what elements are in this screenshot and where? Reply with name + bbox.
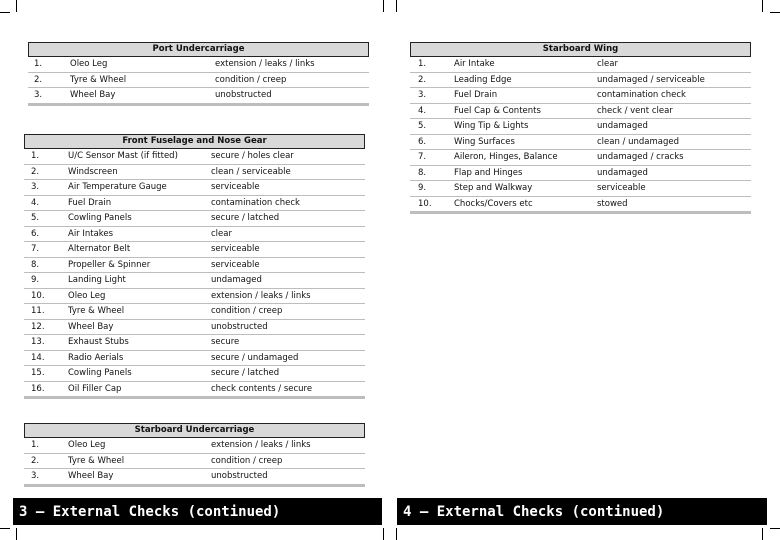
item-number: 9. (418, 183, 427, 193)
item-action: undamaged (597, 167, 648, 178)
checklist-row (24, 180, 365, 196)
item-number: 3. (34, 90, 43, 100)
item-name: U/C Sensor Mast (if fitted) (68, 151, 178, 161)
item-action: undamaged (211, 275, 262, 285)
item-action: clean / serviceable (211, 166, 291, 177)
item-number: 10. (418, 198, 432, 209)
item-number: 9. (31, 275, 40, 285)
crop-mark (396, 528, 397, 540)
item-name: Oleo Leg (70, 59, 108, 69)
item-number: 8. (418, 167, 427, 178)
item-action: extension / leaks / links (211, 290, 311, 301)
item-action: unobstructed (211, 471, 268, 481)
item-number: 2. (31, 166, 40, 177)
item-name: Fuel Drain (454, 90, 498, 100)
checklist-row (24, 438, 365, 454)
item-name: Tyre & Wheel (70, 74, 127, 85)
item-name: Chocks/Covers etc (454, 198, 533, 209)
item-number: 5. (31, 213, 40, 223)
page-footer-title: 4 – External Checks (continued) (397, 498, 767, 525)
item-number: 7. (418, 152, 427, 162)
port-undercarriage-checklist (28, 42, 369, 106)
checklist-row (28, 88, 369, 106)
checklist-row (24, 227, 365, 243)
crop-mark (0, 528, 10, 529)
starboard-undercarriage-checklist (24, 423, 365, 487)
checklist-row (410, 181, 751, 197)
page-footer-title: 3 – External Checks (continued) (13, 498, 382, 525)
item-name: Wing Surfaces (454, 136, 515, 147)
item-action: unobstructed (211, 321, 268, 332)
item-name: Fuel Drain (68, 197, 112, 208)
item-number: 6. (31, 228, 40, 239)
section-title: Port Undercarriage (28, 42, 369, 57)
item-number: 1. (31, 440, 40, 450)
checklist-row (24, 469, 365, 487)
crop-mark (383, 0, 384, 12)
checklist-row (28, 73, 369, 89)
starboard-wing-checklist (410, 42, 751, 214)
item-action: undamaged / cracks (597, 152, 684, 162)
item-action: contamination check (211, 197, 300, 208)
item-action: clean / undamaged (597, 136, 680, 147)
item-action: secure / undamaged (211, 352, 299, 363)
item-action: contamination check (597, 90, 686, 100)
item-name: Aileron, Hinges, Balance (454, 152, 558, 162)
item-name: Cowling Panels (68, 213, 132, 223)
checklist-row (24, 196, 365, 212)
item-name: Propeller & Spinner (68, 259, 151, 270)
item-name: Oleo Leg (68, 440, 106, 450)
item-number: 5. (418, 121, 427, 131)
item-name: Tyre & Wheel (68, 455, 125, 466)
item-number: 3. (31, 182, 40, 192)
crop-mark (383, 528, 384, 540)
item-action: secure (211, 337, 240, 347)
item-name: Step and Walkway (454, 183, 533, 193)
item-name: Air Intakes (68, 228, 114, 239)
checklist-row (28, 57, 369, 73)
crop-mark (770, 12, 780, 13)
checklist-row (410, 57, 751, 73)
checklist-row (410, 150, 751, 166)
item-action: undamaged (597, 121, 648, 131)
item-name: Wheel Bay (70, 90, 116, 100)
checklist-row (24, 320, 365, 336)
item-action: clear (597, 59, 618, 69)
checklist-row (410, 73, 751, 89)
item-name: Fuel Cap & Contents (454, 105, 541, 116)
checklist-row (410, 104, 751, 120)
item-name: Landing Light (68, 275, 126, 285)
item-number: 1. (34, 59, 43, 69)
item-number: 3. (31, 471, 40, 481)
item-number: 4. (31, 197, 40, 208)
item-number: 2. (34, 74, 43, 85)
crop-mark (16, 0, 17, 12)
item-name: Alternator Belt (68, 244, 131, 254)
item-number: 13. (31, 337, 45, 347)
item-action: stowed (597, 198, 628, 209)
checklist-row (24, 289, 365, 305)
item-number: 3. (418, 90, 427, 100)
item-action: check / vent clear (597, 105, 673, 116)
crop-mark (396, 0, 397, 12)
item-action: serviceable (597, 183, 646, 193)
item-name: Wheel Bay (68, 321, 114, 332)
checklist-row (24, 382, 365, 400)
checklist-row (410, 135, 751, 151)
crop-mark (16, 528, 17, 540)
checklist-row (24, 165, 365, 181)
front-fuselage-checklist (24, 134, 365, 399)
item-number: 2. (418, 74, 427, 85)
item-name: Leading Edge (454, 74, 512, 85)
crop-mark (762, 0, 763, 12)
checklist-row (410, 197, 751, 215)
item-action: extension / leaks / links (211, 440, 311, 450)
checklist-row (410, 88, 751, 104)
item-action: condition / creep (211, 455, 283, 466)
item-action: secure / latched (211, 213, 280, 223)
checklist-row (24, 149, 365, 165)
checklist-row (24, 258, 365, 274)
item-action: clear (211, 228, 232, 239)
item-name: Air Intake (454, 59, 495, 69)
section-title: Starboard Undercarriage (24, 423, 365, 438)
checklist-row (24, 211, 365, 227)
item-name: Wing Tip & Lights (454, 121, 529, 131)
checklist-row (410, 166, 751, 182)
item-name: Flap and Hinges (454, 167, 523, 178)
item-action: condition / creep (215, 74, 287, 85)
item-action: unobstructed (215, 90, 272, 100)
checklist-row (24, 242, 365, 258)
item-number: 12. (31, 321, 45, 332)
item-number: 8. (31, 259, 40, 270)
item-action: serviceable (211, 259, 260, 270)
item-name: Exhaust Stubs (68, 337, 129, 347)
checklist-row (24, 304, 365, 320)
item-action: secure / latched (211, 368, 280, 378)
item-number: 4. (418, 105, 427, 116)
crop-mark (0, 12, 10, 13)
item-name: Tyre & Wheel (68, 306, 125, 316)
item-action: check contents / secure (211, 383, 313, 394)
item-name: Radio Aerials (68, 352, 124, 363)
item-number: 11. (31, 306, 45, 316)
item-action: serviceable (211, 182, 260, 192)
crop-mark (762, 528, 763, 540)
checklist-row (24, 335, 365, 351)
item-action: condition / creep (211, 306, 283, 316)
item-number: 10. (31, 290, 45, 301)
item-action: serviceable (211, 244, 260, 254)
item-number: 1. (418, 59, 427, 69)
item-name: Cowling Panels (68, 368, 132, 378)
crop-mark (770, 528, 780, 529)
item-number: 15. (31, 368, 45, 378)
checklist-row (24, 366, 365, 382)
item-number: 6. (418, 136, 427, 147)
item-name: Oleo Leg (68, 290, 106, 301)
item-number: 1. (31, 151, 40, 161)
section-title: Front Fuselage and Nose Gear (24, 134, 365, 149)
checklist-row (24, 273, 365, 289)
item-number: 7. (31, 244, 40, 254)
item-name: Oil Filler Cap (68, 383, 122, 394)
item-action: extension / leaks / links (215, 59, 315, 69)
section-title: Starboard Wing (410, 42, 751, 57)
item-number: 14. (31, 352, 45, 363)
checklist-row (410, 119, 751, 135)
checklist-row (24, 351, 365, 367)
checklist-row (24, 454, 365, 470)
item-number: 16. (31, 383, 45, 394)
item-name: Wheel Bay (68, 471, 114, 481)
item-name: Air Temperature Gauge (68, 182, 167, 192)
item-number: 2. (31, 455, 40, 466)
item-name: Windscreen (68, 166, 118, 177)
item-action: undamaged / serviceable (597, 74, 705, 85)
item-action: secure / holes clear (211, 151, 294, 161)
